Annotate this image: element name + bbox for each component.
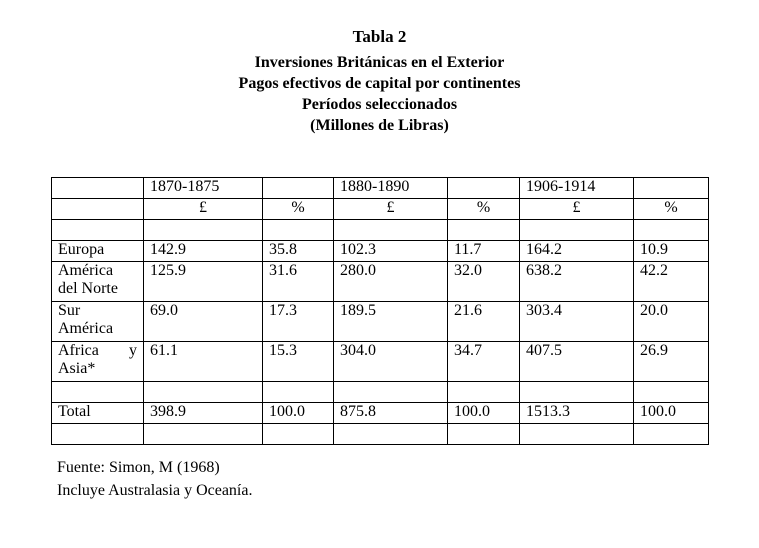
value-cell: 20.0: [634, 302, 709, 342]
row-label-line: América: [58, 262, 114, 279]
value-cell: 189.5: [334, 302, 448, 342]
value-cell: 26.9: [634, 342, 709, 382]
value-cell: 100.0: [634, 403, 709, 424]
value-cell: 303.4: [520, 302, 634, 342]
source-note: Fuente: Simon, M (1968): [57, 459, 220, 476]
row-label-line: América: [58, 320, 114, 337]
value-cell: 42.2: [634, 262, 709, 302]
value-cell: 34.7: [448, 342, 520, 382]
row-label: [52, 262, 144, 302]
value-cell: 164.2: [520, 241, 634, 262]
value-cell: 102.3: [334, 241, 448, 262]
value-cell: 100.0: [448, 403, 520, 424]
empty-cell: [448, 178, 520, 199]
row-label-line: del Norte: [58, 280, 118, 297]
row-label: Europa: [52, 241, 144, 262]
value-cell: 304.0: [334, 342, 448, 382]
row-label-line: [58, 342, 137, 360]
row-label-line: Sur: [58, 302, 81, 319]
value-cell: 31.6: [263, 262, 334, 302]
value-cell: 398.9: [144, 403, 263, 424]
unit-header-row: [52, 199, 709, 220]
subtitle-line-2: Pagos efectivos de capital por continentes: [238, 75, 521, 92]
value-cell: 638.2: [520, 262, 634, 302]
row-label-word: y: [129, 342, 137, 359]
unit-header: %: [448, 199, 520, 220]
value-cell: 15.3: [263, 342, 334, 382]
table-row: [52, 342, 709, 382]
subtitle-line-3: Períodos seleccionados: [301, 96, 458, 113]
table-row: [52, 262, 709, 302]
period-header-row: [52, 178, 709, 199]
value-cell: 280.0: [334, 262, 448, 302]
empty-cell: [52, 178, 144, 199]
investment-table: [51, 177, 709, 445]
value-cell: 21.6: [448, 302, 520, 342]
value-cell: 11.7: [448, 241, 520, 262]
value-cell: 32.0: [448, 262, 520, 302]
value-cell: 69.0: [144, 302, 263, 342]
row-label: Total: [52, 403, 144, 424]
unit-header: £: [334, 199, 448, 220]
row-label-word: Africa: [58, 342, 99, 359]
unit-header: %: [634, 199, 709, 220]
table-row: [52, 241, 709, 262]
period-header: 1906-1914: [520, 178, 634, 199]
period-header: 1880-1890: [334, 178, 448, 199]
value-cell: 35.8: [263, 241, 334, 262]
footnote: Incluye Australasia y Oceanía.: [57, 482, 253, 499]
table-row: [52, 302, 709, 342]
table-title: Tabla 2: [352, 27, 407, 46]
value-cell: 1513.3: [520, 403, 634, 424]
spacer-row: [52, 382, 709, 403]
row-label: [52, 302, 144, 342]
value-cell: 125.9: [144, 262, 263, 302]
row-label-line: Asia*: [58, 360, 96, 377]
value-cell: 875.8: [334, 403, 448, 424]
subtitle-line-4: (Millones de Libras): [310, 117, 449, 134]
value-cell: 61.1: [144, 342, 263, 382]
empty-cell: [634, 178, 709, 199]
value-cell: 407.5: [520, 342, 634, 382]
unit-header: £: [144, 199, 263, 220]
empty-cell: [52, 199, 144, 220]
spacer-row: [52, 424, 709, 445]
value-cell: 100.0: [263, 403, 334, 424]
unit-header: £: [520, 199, 634, 220]
spacer-row: [52, 220, 709, 241]
value-cell: 10.9: [634, 241, 709, 262]
unit-header: %: [263, 199, 334, 220]
value-cell: 142.9: [144, 241, 263, 262]
empty-cell: [263, 178, 334, 199]
row-label: [52, 342, 144, 382]
total-row: [52, 403, 709, 424]
value-cell: 17.3: [263, 302, 334, 342]
subtitle-line-1: Inversiones Británicas en el Exterior: [254, 54, 505, 71]
period-header: 1870-1875: [144, 178, 263, 199]
